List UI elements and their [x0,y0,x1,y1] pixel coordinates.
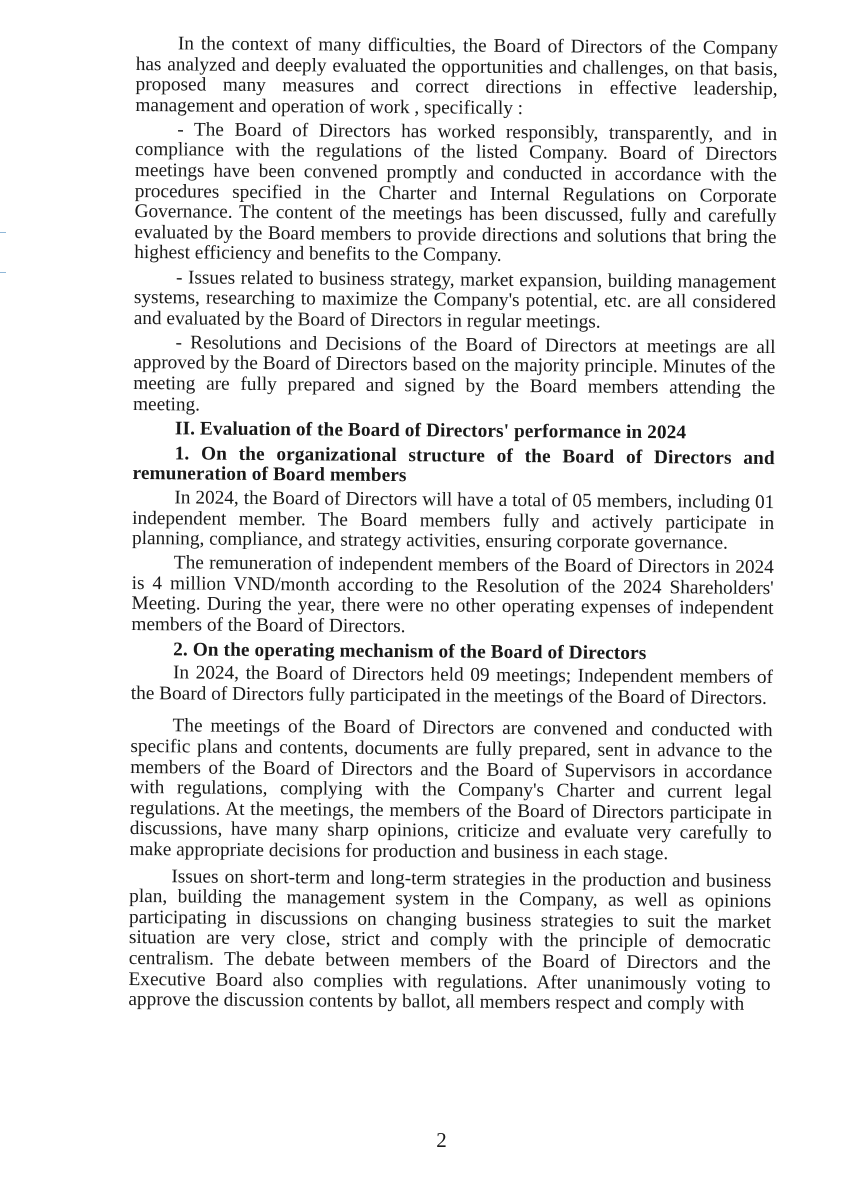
paragraph: The meetings of the Board of Directors are convened and conducted with specific plans and contents, documents are fully prepared, sent in advance to the members of the Board of Directors and the Board of Supervisors in accordance with regulations, complying with the Company's Charter and current legal regulations. At the meetings, the members of the Board of Directors participate in discussions, have many sharp opinions, criticize and evaluate very carefully to make appropriate decisions for production and business in each stage. [129,715,773,865]
scan-edge-mark [0,232,6,233]
paragraph: In 2024, the Board of Directors will have a total of 05 members, including 01 independent member. The Board members fully and actively participate in planning, compliance, and strategy activities, ensuring corporate governance. [131,487,775,554]
paragraph: - Resolutions and Decisions of the Board of Directors at meetings are all approved by the Board of Directors based on the majority principle. Minutes of the meeting are fully prepared and signed by the Board members attending the meeting. [133,332,776,416]
section-heading: II. Evaluation of the Board of Directors' performance in 2024 [174,418,687,444]
paragraph: Issues on short-term and long-term strategies in the production and business plan, building the management system in the Company, as well as opinions participating in discussions on changing business strategies to suit the market situation are very close, strict and comply with the principle of democratic centralism. The debate between members of the Board of Directors and the Executive Board also complies with regulations. After unanimously voting to approve the discussion contents by ballot, all members respect and comply with [128,865,772,1015]
paragraph: - Issues related to business strategy, market expansion, building management systems, researching to maximize the Company's potential, etc. are all considered and evaluated by the Board of Directors in regular meetings. [133,266,777,333]
document-body [128,34,778,1019]
paragraph: - The Board of Directors has worked responsibly, transparently, and in compliance with the regulations of the listed Company. Board of Directors meetings have been convened promptly and conducted in accordance with the procedures specified in the Charter and Internal Regulations on Corporate Governance. The content of the meetings has been discussed, fully and carefully evaluated by the Board members to provide directions and solutions that bring the highest efficiency and benefits to the Company. [134,119,778,267]
subsection-heading: 1. On the organizational structure of the Board of Directors and remuneration of Board members [132,443,775,487]
paragraph: The remuneration of independent members of the Board of Directors in 2024 is 4 million VND/month according to the Resolution of the 2024 Shareholders' Meeting. During the year, there were no other operating expenses of independent members of the Board of Directors. [131,552,774,638]
subsection-heading: 2. On the operating mechanism of the Board of Directors [173,638,647,664]
scan-edge-mark [0,272,6,273]
paragraph: In the context of many difficulties, the Board of Directors of the Company has analyzed and deeply evaluated the opportunities and challenges, on that basis, proposed many measures and correct directions in effective leadership, management and operation of work , specifically : [135,33,778,119]
page-number: 2 [436,1128,447,1152]
paragraph: In 2024, the Board of Directors held 09 meetings; Independent members of the Board of Directors fully participated in the meetings of the Board of Directors. [130,662,774,709]
